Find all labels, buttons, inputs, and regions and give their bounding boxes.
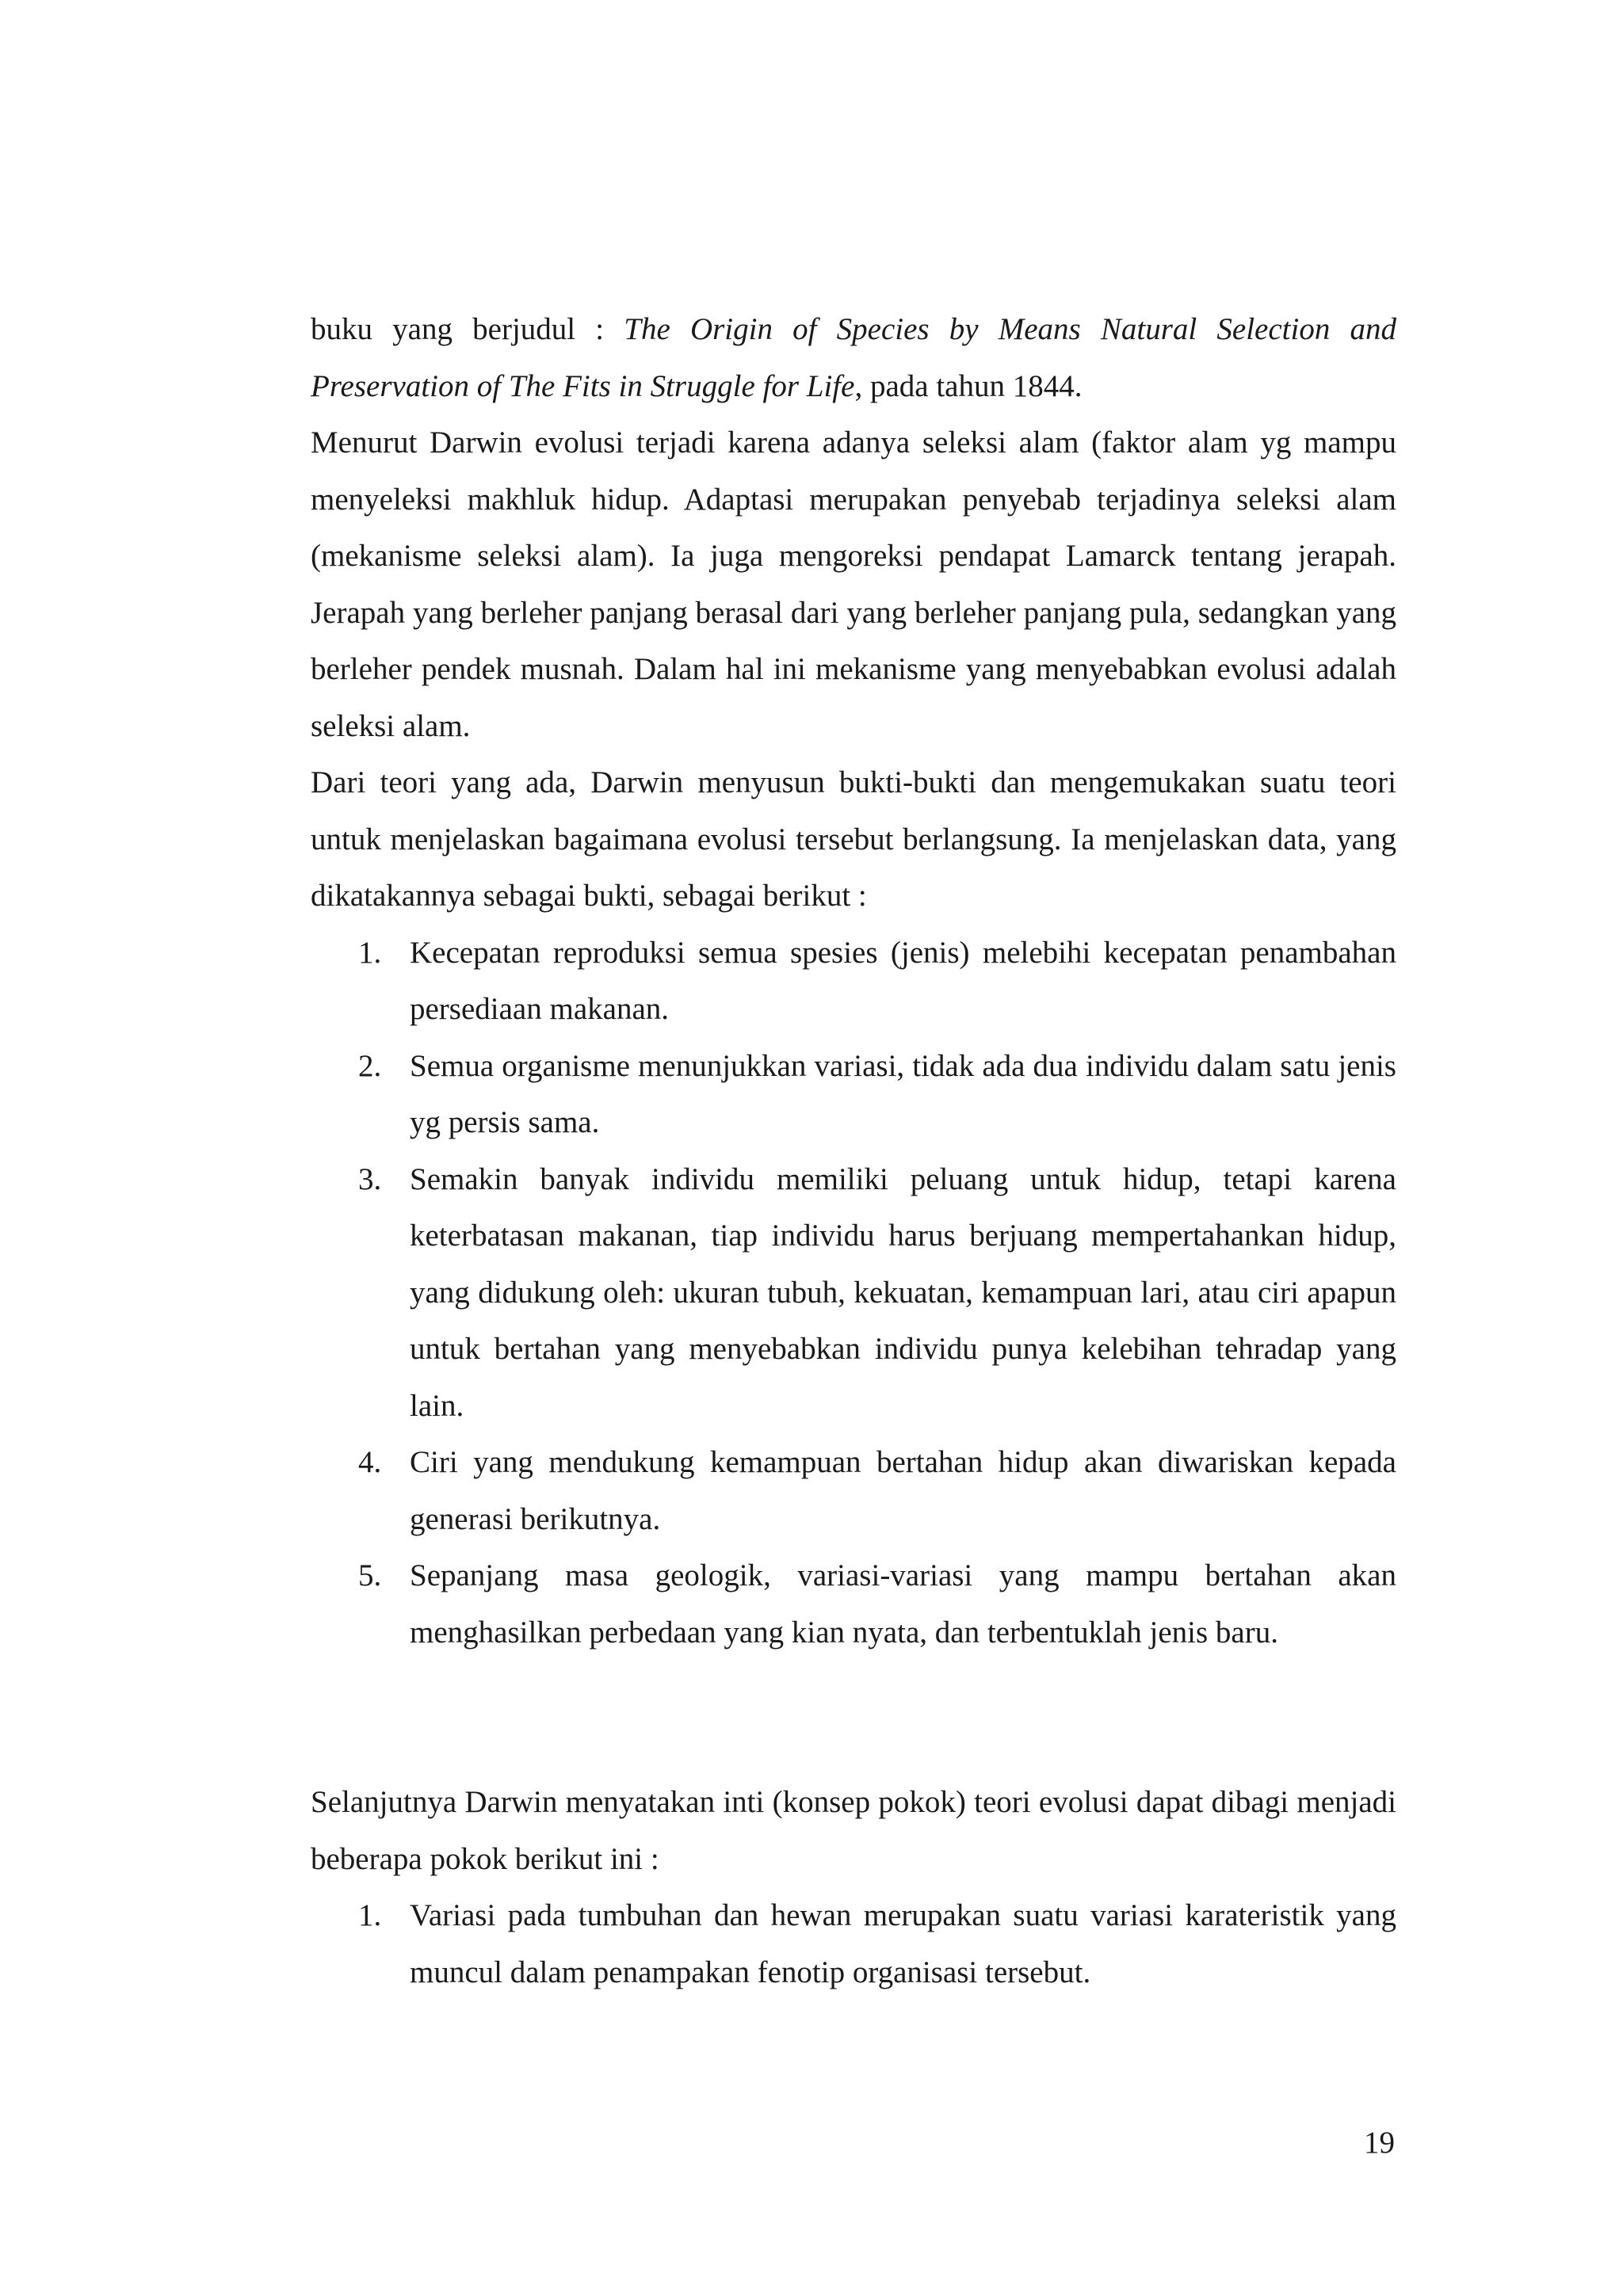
- list-number: 4.: [358, 1445, 382, 1479]
- list-number: 5.: [358, 1558, 382, 1592]
- paragraph-core-concepts: Selanjutnya Darwin menyatakan inti (konsep pokok) teori evolusi dapat dibagi menjadi beberapa pokok berikut ini :: [311, 1785, 1396, 1876]
- list-item-text: Sepanjang masa geologik, variasi-variasi yang mampu bertahan akan menghasilkan perbedaan yang kian nyata, dan terbentuklah jenis baru.: [410, 1558, 1396, 1650]
- book-title: The Origin of Species by Means Natural Selection and Preservation of The Fits in Struggle for Life: [311, 312, 1396, 403]
- list-number: 3.: [358, 1161, 382, 1196]
- paragraph-gap: [311, 1661, 1396, 1774]
- list-item-text: Semakin banyak individu memiliki peluang untuk hidup, tetapi karena keterbatasan makanan, tiap individu harus berjuang mempertahankan hidup, yang didukung oleh: ukuran tubuh, kekuatan, kemampuan lari, atau ciri apapun untuk bertahan yang menyebabkan individu punya kelebihan tehradap yang lain.: [410, 1161, 1396, 1423]
- list-number: 1.: [358, 935, 382, 970]
- page-body: [311, 301, 1396, 2000]
- paragraph-suffix: , pada tahun 1844.: [854, 368, 1083, 403]
- list-item: [311, 1151, 1396, 1435]
- list-item-text: Ciri yang mendukung kemampuan bertahan hidup akan diwariskan kepada generasi berikutnya.: [410, 1445, 1396, 1536]
- paragraph-darwin-selection: Menurut Darwin evolusi terjadi karena adanya seleksi alam (faktor alam yg mampu menyeleksi makhluk hidup. Adaptasi merupakan penyebab terjadinya seleksi alam (mekanisme seleksi alam). Ia juga mengoreksi pendapat Lamarck tentang jerapah. Jerapah yang berleher panjang berasal dari yang berleher panjang pula, sedangkan yang berleher pendek musnah. Dalam hal ini mekanisme yang menyebabkan evolusi adalah seleksi alam.: [311, 425, 1396, 743]
- list-item: [311, 1038, 1396, 1151]
- list-number: 2.: [358, 1048, 382, 1083]
- list-number: 1.: [358, 1898, 382, 1932]
- paragraph-book-title: [311, 301, 1396, 414]
- list-item-text: Variasi pada tumbuhan dan hewan merupakan suatu variasi karateristik yang muncul dalam penampakan fenotip organisasi tersebut.: [410, 1898, 1396, 1989]
- list-item-text: Kecepatan reproduksi semua spesies (jenis) melebihi kecepatan penambahan persediaan makanan.: [410, 935, 1396, 1026]
- list-item: [311, 925, 1396, 1038]
- list-item: [311, 1434, 1396, 1547]
- paragraph-prefix: buku yang berjudul :: [311, 312, 624, 346]
- evidence-list: [311, 925, 1396, 1661]
- list-item: [311, 1547, 1396, 1661]
- list-item-text: Semua organisme menunjukkan variasi, tidak ada dua individu dalam satu jenis yg persis sama.: [410, 1048, 1396, 1139]
- page-number: 19: [1364, 2126, 1395, 2160]
- concept-list: [311, 1887, 1396, 2000]
- list-item: [311, 1887, 1396, 2000]
- paragraph-darwin-evidence: Dari teori yang ada, Darwin menyusun bukti-bukti dan mengemukakan suatu teori untuk menjelaskan bagaimana evolusi tersebut berlangsung. Ia menjelaskan data, yang dikatakannya sebagai bukti, sebagai berikut :: [311, 765, 1396, 913]
